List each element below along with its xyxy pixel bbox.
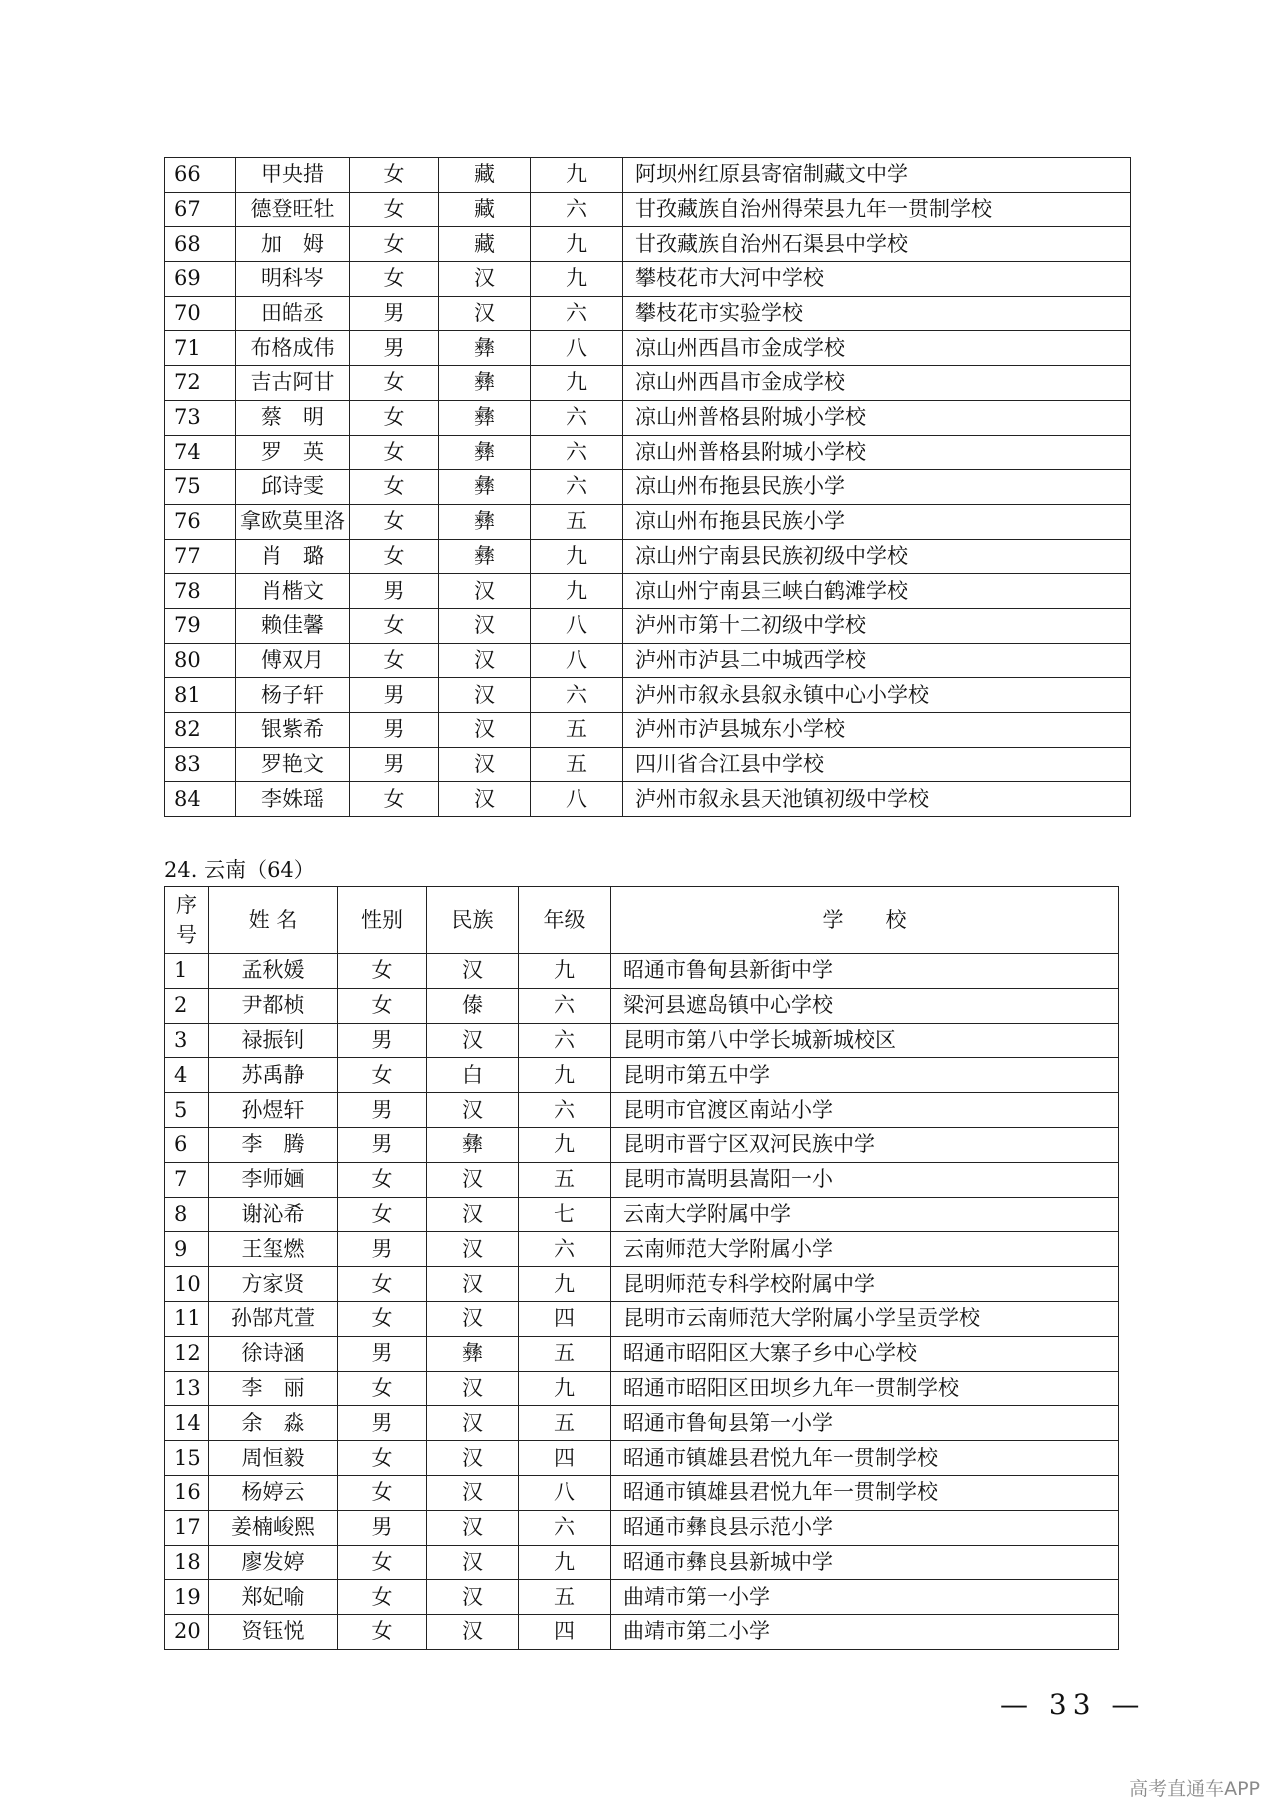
cell-grade: 五 <box>519 1580 611 1615</box>
cell-name: 李 腾 <box>209 1127 338 1162</box>
cell-gender: 女 <box>350 435 439 470</box>
cell-index: 9 <box>165 1232 209 1267</box>
cell-name: 资钰悦 <box>209 1615 338 1650</box>
cell-index: 13 <box>165 1371 209 1406</box>
header-index-line1: 序 <box>176 892 197 917</box>
cell-grade: 五 <box>531 713 623 748</box>
cell-name: 德登旺牡 <box>236 192 350 227</box>
cell-ethnicity: 汉 <box>439 643 531 678</box>
cell-name: 余 淼 <box>209 1406 338 1441</box>
cell-gender: 女 <box>350 400 439 435</box>
cell-school: 曲靖市第一小学 <box>611 1580 1119 1615</box>
table-row <box>165 1162 1119 1197</box>
cell-ethnicity: 汉 <box>427 1615 519 1650</box>
table-row <box>165 366 1131 401</box>
cell-grade: 九 <box>519 1267 611 1302</box>
cell-ethnicity: 彝 <box>427 1127 519 1162</box>
table-row <box>165 296 1131 331</box>
cell-ethnicity: 汉 <box>439 296 531 331</box>
cell-name: 加 姆 <box>236 227 350 262</box>
cell-grade: 五 <box>519 1336 611 1371</box>
cell-index: 79 <box>165 608 236 643</box>
cell-grade: 六 <box>531 192 623 227</box>
cell-gender: 男 <box>338 1023 427 1058</box>
cell-grade: 九 <box>531 227 623 262</box>
cell-gender: 女 <box>350 782 439 817</box>
cell-ethnicity: 汉 <box>439 262 531 297</box>
cell-ethnicity: 汉 <box>427 1267 519 1302</box>
cell-gender: 女 <box>338 1475 427 1510</box>
cell-index: 18 <box>165 1545 209 1580</box>
cell-gender: 女 <box>350 504 439 539</box>
cell-ethnicity: 汉 <box>427 1093 519 1128</box>
table-row <box>165 713 1131 748</box>
cell-index: 14 <box>165 1406 209 1441</box>
cell-school: 昆明市官渡区南站小学 <box>611 1093 1119 1128</box>
cell-ethnicity: 彝 <box>439 435 531 470</box>
cell-name: 肖 璐 <box>236 539 350 574</box>
header-name: 姓 名 <box>209 887 338 954</box>
cell-gender: 女 <box>338 1197 427 1232</box>
cell-index: 2 <box>165 988 209 1023</box>
cell-school: 凉山州布拖县民族小学 <box>623 504 1131 539</box>
cell-gender: 男 <box>350 574 439 609</box>
cell-ethnicity: 汉 <box>439 713 531 748</box>
cell-name: 孙郜芃萱 <box>209 1301 338 1336</box>
table-row <box>165 678 1131 713</box>
cell-index: 5 <box>165 1093 209 1128</box>
cell-index: 12 <box>165 1336 209 1371</box>
cell-grade: 五 <box>531 747 623 782</box>
cell-school: 凉山州布拖县民族小学 <box>623 470 1131 505</box>
table-row <box>165 954 1119 989</box>
cell-index: 11 <box>165 1301 209 1336</box>
cell-ethnicity: 彝 <box>439 366 531 401</box>
cell-school: 昭通市昭阳区田坝乡九年一贯制学校 <box>611 1371 1119 1406</box>
cell-ethnicity: 汉 <box>427 1371 519 1406</box>
table-row <box>165 227 1131 262</box>
cell-index: 19 <box>165 1580 209 1615</box>
cell-school: 昭通市鲁甸县新街中学 <box>611 954 1119 989</box>
cell-grade: 六 <box>531 400 623 435</box>
table-row <box>165 192 1131 227</box>
cell-gender: 女 <box>338 1441 427 1476</box>
cell-gender: 男 <box>338 1510 427 1545</box>
cell-name: 布格成伟 <box>236 331 350 366</box>
table-row <box>165 1545 1119 1580</box>
student-table-sichuan-continued <box>164 157 1131 817</box>
cell-name: 田皓丞 <box>236 296 350 331</box>
cell-gender: 女 <box>338 1371 427 1406</box>
cell-gender: 女 <box>350 608 439 643</box>
cell-school: 阿坝州红原县寄宿制藏文中学 <box>623 158 1131 193</box>
header-grade: 年级 <box>519 887 611 954</box>
cell-gender: 女 <box>350 192 439 227</box>
cell-grade: 八 <box>519 1475 611 1510</box>
table-body <box>165 158 1131 817</box>
cell-school: 攀枝花市大河中学校 <box>623 262 1131 297</box>
cell-index: 77 <box>165 539 236 574</box>
cell-index: 20 <box>165 1615 209 1650</box>
cell-name: 李 丽 <box>209 1371 338 1406</box>
cell-grade: 七 <box>519 1197 611 1232</box>
cell-grade: 六 <box>531 296 623 331</box>
table-header-row <box>165 887 1119 954</box>
table-row <box>165 504 1131 539</box>
cell-grade: 九 <box>531 158 623 193</box>
cell-grade: 九 <box>519 954 611 989</box>
cell-name: 徐诗涵 <box>209 1336 338 1371</box>
cell-gender: 女 <box>350 158 439 193</box>
cell-school: 昭通市彝良县新城中学 <box>611 1545 1119 1580</box>
cell-gender: 男 <box>338 1127 427 1162</box>
cell-name: 禄振钊 <box>209 1023 338 1058</box>
cell-name: 罗 英 <box>236 435 350 470</box>
cell-name: 赖佳馨 <box>236 608 350 643</box>
cell-index: 15 <box>165 1441 209 1476</box>
cell-name: 蔡 明 <box>236 400 350 435</box>
cell-gender: 女 <box>338 1545 427 1580</box>
cell-gender: 女 <box>338 1058 427 1093</box>
cell-ethnicity: 汉 <box>427 1197 519 1232</box>
cell-name: 孟秋媛 <box>209 954 338 989</box>
table-row <box>165 1475 1119 1510</box>
table-row <box>165 435 1131 470</box>
cell-school: 云南师范大学附属小学 <box>611 1232 1119 1267</box>
cell-index: 6 <box>165 1127 209 1162</box>
cell-index: 4 <box>165 1058 209 1093</box>
cell-ethnicity: 汉 <box>427 1406 519 1441</box>
cell-grade: 六 <box>531 678 623 713</box>
cell-school: 曲靖市第二小学 <box>611 1615 1119 1650</box>
table-row <box>165 1580 1119 1615</box>
cell-name: 肖楷文 <box>236 574 350 609</box>
table-body <box>165 954 1119 1650</box>
cell-grade: 四 <box>519 1615 611 1650</box>
cell-school: 昆明市晋宁区双河民族中学 <box>611 1127 1119 1162</box>
cell-index: 72 <box>165 366 236 401</box>
cell-ethnicity: 汉 <box>439 782 531 817</box>
cell-school: 泸州市叙永县叙永镇中心小学校 <box>623 678 1131 713</box>
cell-school: 四川省合江县中学校 <box>623 747 1131 782</box>
table-row <box>165 1510 1119 1545</box>
cell-name: 李师婳 <box>209 1162 338 1197</box>
cell-ethnicity: 汉 <box>439 574 531 609</box>
cell-school: 泸州市第十二初级中学校 <box>623 608 1131 643</box>
cell-school: 凉山州西昌市金成学校 <box>623 366 1131 401</box>
cell-index: 16 <box>165 1475 209 1510</box>
cell-grade: 九 <box>531 539 623 574</box>
cell-school: 梁河县遮岛镇中心学校 <box>611 988 1119 1023</box>
cell-gender: 男 <box>338 1232 427 1267</box>
cell-ethnicity: 汉 <box>439 608 531 643</box>
cell-name: 罗艳文 <box>236 747 350 782</box>
cell-index: 70 <box>165 296 236 331</box>
cell-ethnicity: 彝 <box>439 470 531 505</box>
table-row <box>165 1023 1119 1058</box>
cell-gender: 男 <box>350 747 439 782</box>
cell-index: 83 <box>165 747 236 782</box>
cell-gender: 女 <box>350 227 439 262</box>
table-row <box>165 1406 1119 1441</box>
cell-gender: 男 <box>350 713 439 748</box>
cell-school: 昆明市第八中学长城新城校区 <box>611 1023 1119 1058</box>
cell-index: 74 <box>165 435 236 470</box>
cell-grade: 六 <box>519 1023 611 1058</box>
cell-gender: 男 <box>338 1093 427 1128</box>
cell-gender: 男 <box>338 1406 427 1441</box>
cell-ethnicity: 汉 <box>427 954 519 989</box>
table-row <box>165 1371 1119 1406</box>
cell-grade: 五 <box>519 1162 611 1197</box>
cell-index: 71 <box>165 331 236 366</box>
table-row <box>165 400 1131 435</box>
cell-ethnicity: 白 <box>427 1058 519 1093</box>
table-row <box>165 574 1131 609</box>
cell-name: 银紫希 <box>236 713 350 748</box>
cell-school: 昆明市第五中学 <box>611 1058 1119 1093</box>
cell-index: 1 <box>165 954 209 989</box>
cell-school: 攀枝花市实验学校 <box>623 296 1131 331</box>
cell-index: 10 <box>165 1267 209 1302</box>
cell-grade: 九 <box>531 262 623 297</box>
cell-ethnicity: 彝 <box>439 400 531 435</box>
cell-name: 郑妃喻 <box>209 1580 338 1615</box>
cell-name: 邱诗雯 <box>236 470 350 505</box>
cell-school: 昭通市镇雄县君悦九年一贯制学校 <box>611 1475 1119 1510</box>
cell-gender: 女 <box>350 262 439 297</box>
cell-grade: 六 <box>519 1510 611 1545</box>
table-row <box>165 608 1131 643</box>
table-row <box>165 331 1131 366</box>
cell-grade: 八 <box>531 643 623 678</box>
cell-name: 杨婷云 <box>209 1475 338 1510</box>
cell-ethnicity: 彝 <box>427 1336 519 1371</box>
watermark: 高考直通车APP <box>1129 1778 1260 1800</box>
cell-gender: 女 <box>338 1162 427 1197</box>
cell-grade: 九 <box>519 1371 611 1406</box>
cell-ethnicity: 汉 <box>427 1441 519 1476</box>
cell-name: 苏禹静 <box>209 1058 338 1093</box>
table-row <box>165 782 1131 817</box>
cell-index: 8 <box>165 1197 209 1232</box>
cell-name: 甲央措 <box>236 158 350 193</box>
cell-ethnicity: 彝 <box>439 331 531 366</box>
cell-school: 凉山州宁南县三峡白鹤滩学校 <box>623 574 1131 609</box>
cell-school: 泸州市叙永县天池镇初级中学校 <box>623 782 1131 817</box>
cell-ethnicity: 彝 <box>439 504 531 539</box>
cell-gender: 男 <box>350 331 439 366</box>
cell-gender: 女 <box>338 1615 427 1650</box>
table-row <box>165 988 1119 1023</box>
cell-name: 杨子轩 <box>236 678 350 713</box>
cell-school: 昆明师范专科学校附属中学 <box>611 1267 1119 1302</box>
cell-gender: 女 <box>338 988 427 1023</box>
cell-ethnicity: 汉 <box>439 747 531 782</box>
cell-ethnicity: 藏 <box>439 158 531 193</box>
cell-grade: 九 <box>531 366 623 401</box>
cell-index: 67 <box>165 192 236 227</box>
cell-index: 66 <box>165 158 236 193</box>
cell-school: 凉山州普格县附城小学校 <box>623 435 1131 470</box>
cell-school: 泸州市泸县城东小学校 <box>623 713 1131 748</box>
table-row <box>165 1336 1119 1371</box>
table-row <box>165 643 1131 678</box>
cell-ethnicity: 汉 <box>427 1580 519 1615</box>
cell-index: 17 <box>165 1510 209 1545</box>
cell-ethnicity: 彝 <box>439 539 531 574</box>
section-title: 24. 云南（64） <box>164 858 315 882</box>
cell-index: 73 <box>165 400 236 435</box>
cell-school: 甘孜藏族自治州石渠县中学校 <box>623 227 1131 262</box>
cell-name: 谢沁希 <box>209 1197 338 1232</box>
cell-grade: 八 <box>531 608 623 643</box>
cell-gender: 女 <box>350 366 439 401</box>
cell-school: 凉山州宁南县民族初级中学校 <box>623 539 1131 574</box>
cell-ethnicity: 汉 <box>427 1023 519 1058</box>
header-index-line2: 号 <box>176 923 197 947</box>
cell-ethnicity: 藏 <box>439 192 531 227</box>
cell-ethnicity: 汉 <box>439 678 531 713</box>
cell-grade: 九 <box>519 1127 611 1162</box>
cell-index: 76 <box>165 504 236 539</box>
cell-ethnicity: 汉 <box>427 1545 519 1580</box>
cell-grade: 四 <box>519 1441 611 1476</box>
cell-index: 68 <box>165 227 236 262</box>
cell-ethnicity: 汉 <box>427 1301 519 1336</box>
cell-school: 昭通市鲁甸县第一小学 <box>611 1406 1119 1441</box>
cell-gender: 女 <box>338 954 427 989</box>
cell-index: 80 <box>165 643 236 678</box>
cell-grade: 八 <box>531 782 623 817</box>
cell-name: 拿欧莫里洛 <box>236 504 350 539</box>
cell-name: 周恒毅 <box>209 1441 338 1476</box>
cell-ethnicity: 汉 <box>427 1510 519 1545</box>
cell-school: 昭通市彝良县示范小学 <box>611 1510 1119 1545</box>
cell-ethnicity: 藏 <box>439 227 531 262</box>
cell-index: 3 <box>165 1023 209 1058</box>
cell-school: 昆明市嵩明县嵩阳一小 <box>611 1162 1119 1197</box>
cell-name: 孙煜轩 <box>209 1093 338 1128</box>
cell-school: 凉山州普格县附城小学校 <box>623 400 1131 435</box>
cell-grade: 五 <box>531 504 623 539</box>
cell-school: 昭通市昭阳区大寨子乡中心学校 <box>611 1336 1119 1371</box>
header-school: 学 校 <box>611 887 1119 954</box>
cell-school: 凉山州西昌市金成学校 <box>623 331 1131 366</box>
cell-ethnicity: 汉 <box>427 1475 519 1510</box>
table-row <box>165 1232 1119 1267</box>
cell-ethnicity: 傣 <box>427 988 519 1023</box>
cell-school: 昭通市镇雄县君悦九年一贯制学校 <box>611 1441 1119 1476</box>
cell-grade: 六 <box>519 1093 611 1128</box>
table-row <box>165 158 1131 193</box>
cell-ethnicity: 汉 <box>427 1162 519 1197</box>
table-row <box>165 1058 1119 1093</box>
cell-index: 7 <box>165 1162 209 1197</box>
table-row <box>165 1441 1119 1476</box>
header-index <box>165 887 209 954</box>
cell-grade: 九 <box>531 574 623 609</box>
cell-gender: 男 <box>350 296 439 331</box>
cell-index: 82 <box>165 713 236 748</box>
cell-index: 78 <box>165 574 236 609</box>
cell-gender: 女 <box>338 1580 427 1615</box>
cell-school: 泸州市泸县二中城西学校 <box>623 643 1131 678</box>
cell-name: 方家贤 <box>209 1267 338 1302</box>
cell-school: 昆明市云南师范大学附属小学呈贡学校 <box>611 1301 1119 1336</box>
cell-ethnicity: 汉 <box>427 1232 519 1267</box>
cell-name: 王玺燃 <box>209 1232 338 1267</box>
cell-name: 廖发婷 <box>209 1545 338 1580</box>
table-row <box>165 539 1131 574</box>
cell-gender: 男 <box>350 678 439 713</box>
cell-gender: 女 <box>350 470 439 505</box>
cell-school: 甘孜藏族自治州得荣县九年一贯制学校 <box>623 192 1131 227</box>
cell-gender: 女 <box>338 1301 427 1336</box>
table-row <box>165 1127 1119 1162</box>
cell-name: 吉古阿甘 <box>236 366 350 401</box>
cell-name: 傅双月 <box>236 643 350 678</box>
table-row <box>165 1197 1119 1232</box>
cell-gender: 女 <box>350 643 439 678</box>
cell-grade: 五 <box>519 1406 611 1441</box>
table-row <box>165 1301 1119 1336</box>
page-number: — 33 — <box>1000 1688 1146 1721</box>
student-table-yunnan <box>164 886 1119 1650</box>
cell-grade: 四 <box>519 1301 611 1336</box>
header-gender: 性别 <box>338 887 427 954</box>
cell-grade: 九 <box>519 1545 611 1580</box>
cell-index: 81 <box>165 678 236 713</box>
cell-name: 尹都桢 <box>209 988 338 1023</box>
cell-index: 69 <box>165 262 236 297</box>
cell-grade: 六 <box>519 988 611 1023</box>
table-row <box>165 747 1131 782</box>
table-row <box>165 1267 1119 1302</box>
cell-name: 姜楠峻熙 <box>209 1510 338 1545</box>
cell-grade: 六 <box>519 1232 611 1267</box>
table-row <box>165 262 1131 297</box>
table-row <box>165 470 1131 505</box>
cell-grade: 九 <box>519 1058 611 1093</box>
table-row <box>165 1093 1119 1128</box>
cell-index: 75 <box>165 470 236 505</box>
cell-gender: 男 <box>338 1336 427 1371</box>
cell-gender: 女 <box>350 539 439 574</box>
cell-grade: 六 <box>531 435 623 470</box>
cell-name: 李姝瑶 <box>236 782 350 817</box>
table-row <box>165 1615 1119 1650</box>
cell-grade: 六 <box>531 470 623 505</box>
cell-name: 明科岑 <box>236 262 350 297</box>
cell-grade: 八 <box>531 331 623 366</box>
cell-school: 云南大学附属中学 <box>611 1197 1119 1232</box>
header-ethnicity: 民族 <box>427 887 519 954</box>
cell-gender: 女 <box>338 1267 427 1302</box>
cell-index: 84 <box>165 782 236 817</box>
